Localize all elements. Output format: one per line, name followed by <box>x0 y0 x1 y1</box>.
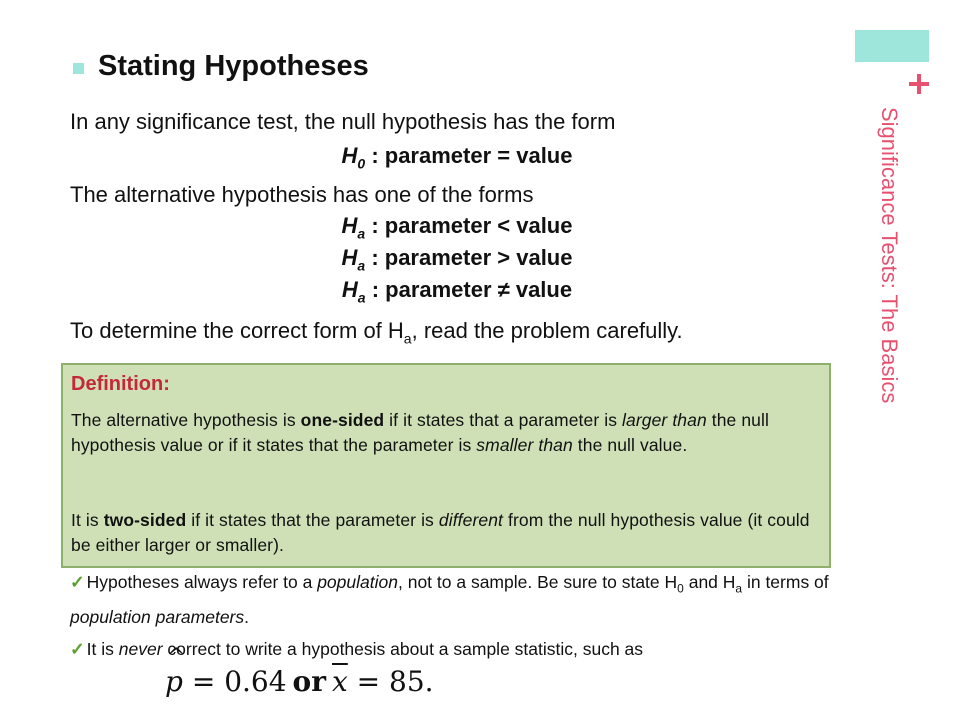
checkmark-icon: ✓ <box>70 639 85 659</box>
definition-two-sided: It is two-sided if it states that the parameter is different from the null hypothesis value (it could be either larger or smaller). <box>71 510 810 555</box>
example-formula: ^ p = 0.64 or $\overline{x} = 85$. <box>165 665 434 698</box>
definition-one-sided: The alternative hypothesis is one-sided if it states that a parameter is larger than the null hypothesis value or if it states that the parameter is smaller than the null value. <box>71 410 769 455</box>
alternative-less: $H_a$ : parameter < value <box>341 213 573 242</box>
heading-text: Stating Hypotheses <box>98 50 369 82</box>
plus-icon <box>909 74 929 94</box>
null-hypothesis: $H_0$ : parameter = value <box>341 143 573 172</box>
alt-intro: The alternative hypothesis has one of the forms <box>70 182 534 207</box>
x-bar: $\overline{x}$ <box>331 665 348 698</box>
note-population: ✓ Hypotheses always refer to a population, not to a sample. Be sure to state $H_0$ and $H_a$ in terms of population parameters. <box>70 572 829 627</box>
definition-title: Definition: <box>71 373 170 395</box>
alternative-greater: $H_a$ : parameter > value <box>341 245 573 274</box>
checkmark-icon: ✓ <box>70 572 85 592</box>
square-bullet-icon <box>73 63 84 74</box>
alternative-not-equal: $H_a$ : parameter ≠ value <box>341 277 573 306</box>
side-title: Significance Tests: The Basics <box>877 107 902 404</box>
determine-line: To determine the correct form of $H_a$, read the problem carefully. <box>70 318 683 347</box>
p-hat: ^ p <box>165 665 183 698</box>
accent-block <box>855 30 929 62</box>
slide-heading <box>73 50 369 83</box>
note-sample-statistic: ✓ It is never correct to write a hypothesis about a sample statistic, such as <box>70 639 644 659</box>
intro-line: In any significance test, the null hypothesis has the form <box>70 109 616 134</box>
definition-box <box>61 363 831 568</box>
